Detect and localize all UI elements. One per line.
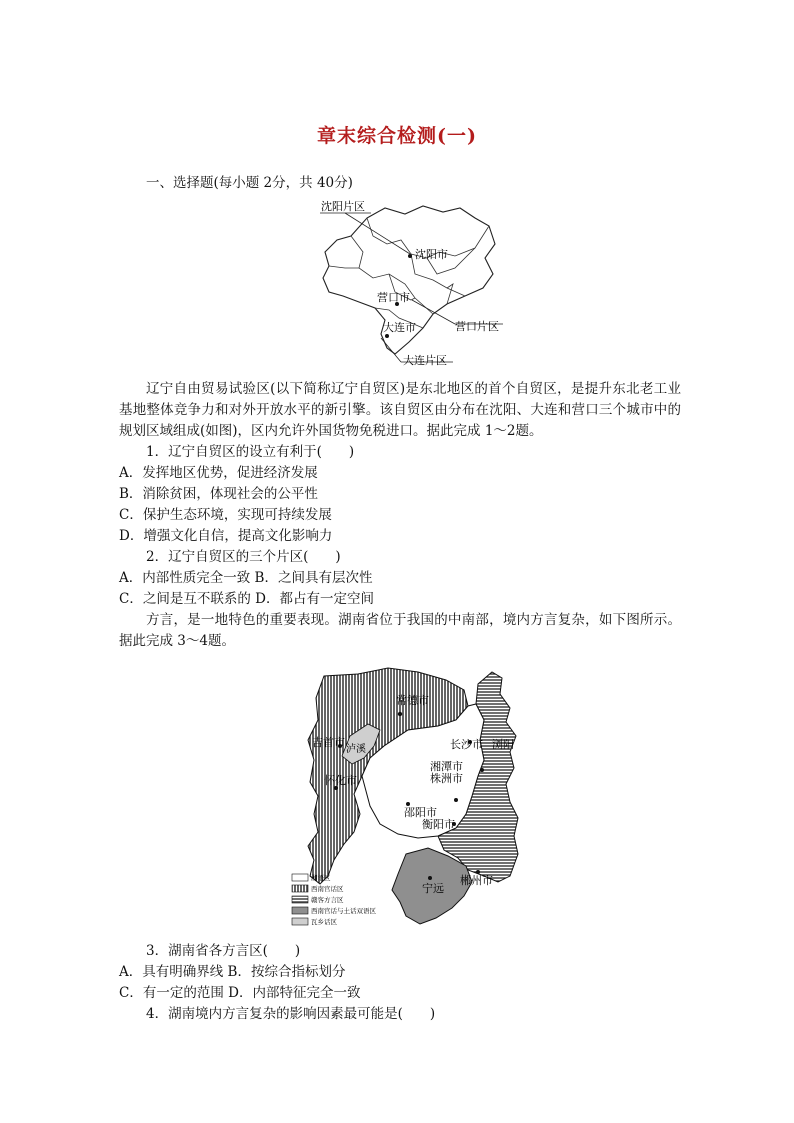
section-heading: 一、选择题(每小题 2分，共 40分) [146, 175, 353, 191]
q3-options-cd: C．有一定的范围 D．内部特征完全一致 [119, 985, 361, 1001]
label-shenyang-area: 沈阳片区 [321, 200, 365, 213]
legend-gan-hakka: 赣客方言区 [311, 896, 344, 904]
legend-xiang: 湘语区 [311, 874, 331, 882]
city-jishou: 吉首市 [312, 736, 345, 749]
city-hengyang: 衡阳市 [422, 818, 455, 831]
q4-stem: 4．湖南境内方言复杂的影响因素最可能是( ) [146, 1006, 436, 1022]
label-yingkou-area: 营口片区 [455, 320, 499, 333]
q2-options-cd: C．之间是互不联系的 D．都占有一定空间 [119, 591, 374, 607]
q3-options-ab: A．具有明确界线 B．按综合指标划分 [119, 964, 346, 980]
map-legend [292, 873, 377, 926]
city-xiangtan: 湘潭市 [430, 760, 463, 773]
label-yingkou-city: 营口市 [377, 291, 410, 304]
legend-southwest-mandarin: 西南官话区 [311, 885, 344, 893]
city-liuyang: 浏阳 [492, 738, 514, 751]
city-shaoyang: 邵阳市 [404, 806, 437, 819]
page-title: 章末综合检测(一) [317, 125, 477, 147]
label-dalian-city: 大连市 [383, 321, 416, 334]
legend-bilingual: 西南官话与土话双语区 [311, 907, 376, 915]
q1-option-c: C．保护生态环境，实现可持续发展 [119, 507, 332, 523]
city-huaihua: 怀化市 [324, 774, 357, 787]
city-zhuzhou: 株洲市 [430, 772, 463, 785]
city-chenzhou: 郴州市 [460, 874, 493, 887]
hunan-dialect-map [288, 664, 534, 934]
label-dalian-area: 大连片区 [403, 354, 447, 367]
label-shenyang-city: 沈阳市 [415, 248, 448, 261]
q1-option-a: A．发挥地区优势，促进经济发展 [119, 465, 318, 481]
liaoning-ftz-map [315, 196, 505, 371]
q1-option-d: D．增强文化自信，提高文化影响力 [119, 528, 333, 544]
q1-stem: 1．辽宁自贸区的设立有利于( ) [146, 444, 355, 460]
q3-stem: 3．湖南省各方言区( ) [146, 943, 301, 959]
city-luxi: 泸溪 [346, 744, 366, 755]
city-ningyuan: 宁远 [422, 882, 444, 895]
city-changde: 常德市 [396, 694, 429, 707]
q2-stem: 2．辽宁自贸区的三个片区( ) [146, 549, 341, 565]
city-changsha: 长沙市 [450, 738, 483, 751]
q2-options-ab: A．内部性质完全一致 B．之间具有层次性 [119, 570, 373, 586]
q1-option-b: B．消除贫困，体现社会的公平性 [119, 486, 318, 502]
passage-2: 方言，是一地特色的重要表现。湖南省位于我国的中南部，境内方言复杂，如下图所示。据此完成 3～4题。 [119, 612, 681, 649]
passage-1: 辽宁自由贸易试验区(以下简称辽宁自贸区)是东北地区的首个自贸区，是提升东北老工业基地整体竞争力和对外开放水平的新引擎。该自贸区由分布在沈阳、大连和营口三个城市中的规划区域组成(如图)，区内允许外国货物免税进口。据此完成 1～2题。 [119, 381, 681, 439]
legend-waxiang: 瓦乡话区 [311, 918, 337, 926]
